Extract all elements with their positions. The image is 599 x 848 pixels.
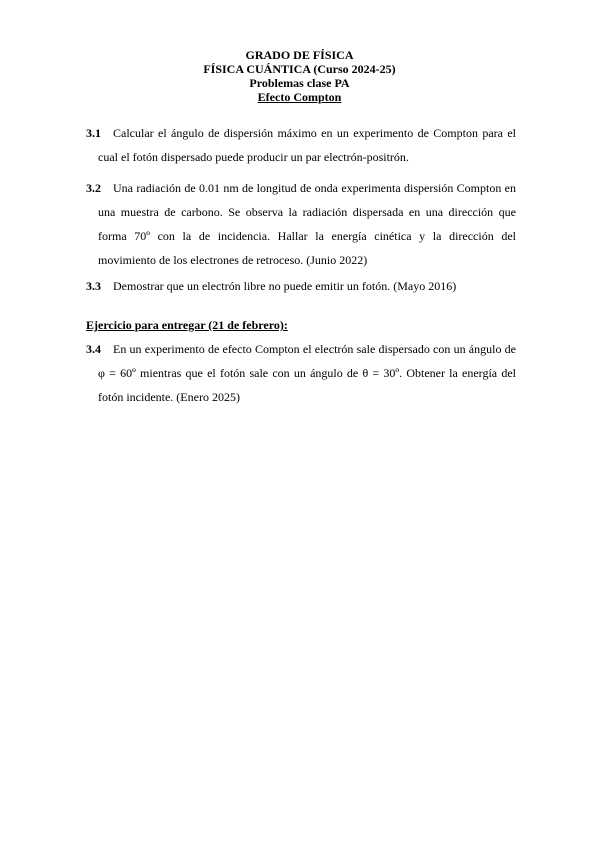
problem-3-2 bbox=[86, 176, 516, 272]
problem-3-4 bbox=[86, 337, 516, 409]
problem-text: Calcular el ángulo de dispersión máximo en un experimento de Compton para el cual el fotón dispersado puede producir un par electrón-positrón. bbox=[98, 126, 516, 164]
problem-3-3 bbox=[86, 274, 516, 298]
degree-title: GRADO DE FÍSICA bbox=[245, 48, 354, 62]
problem-text: Demostrar que un electrón libre no puede emitir un fotón. (Mayo 2016) bbox=[113, 279, 457, 293]
course-title: FÍSICA CUÁNTICA (Curso 2024-25) bbox=[203, 62, 396, 76]
problem-text: Una radiación de 0.01 nm de longitud de onda experimenta dispersión Compton en una muestra de carbono. Se observa la radiación dispersada en una dirección que forma 70º con la de incidencia. Hallar la energía cinética y la dirección del movimiento de los electrones de retroceso. (Junio 2022) bbox=[98, 181, 516, 267]
problem-set-title: Problemas clase PA bbox=[249, 76, 350, 90]
document-header bbox=[0, 48, 599, 104]
problem-number: 3.1 bbox=[86, 126, 101, 140]
problem-number: 3.2 bbox=[86, 181, 101, 195]
problem-3-1 bbox=[86, 121, 516, 169]
problem-number: 3.3 bbox=[86, 279, 101, 293]
problem-number: 3.4 bbox=[86, 342, 101, 356]
exercise-heading: Ejercicio para entregar (21 de febrero): bbox=[86, 318, 288, 332]
problem-text: En un experimento de efecto Compton el electrón sale dispersado con un ángulo de φ = 60º mientras que el fotón sale con un ángulo de θ = 30º. Obtener la energía del fotón incidente. (Enero 2025) bbox=[98, 342, 516, 404]
topic-title: Efecto Compton bbox=[257, 90, 342, 104]
